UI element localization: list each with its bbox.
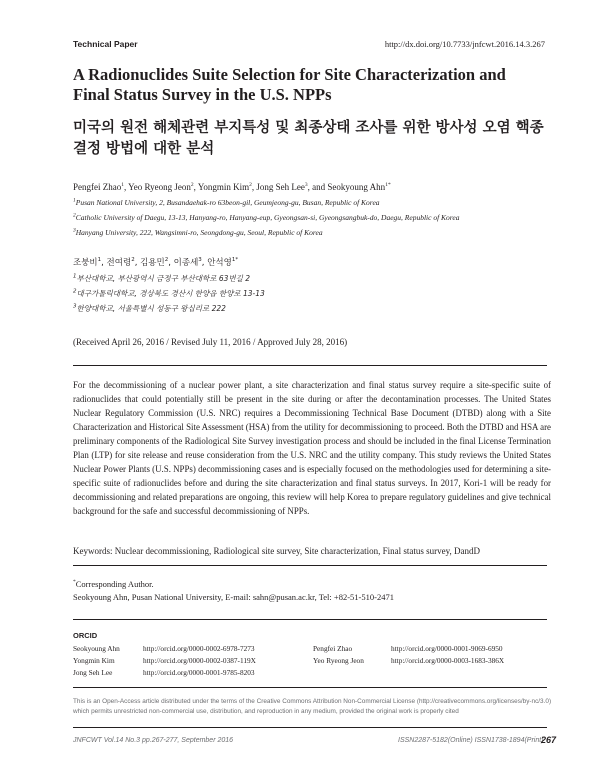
affiliation-mark: 3 (73, 227, 76, 234)
author-affiliation-mark: 1* (231, 257, 239, 264)
orcid-divider (73, 619, 547, 620)
author-separator: , (251, 182, 257, 192)
keywords: Keywords: Nuclear decommissioning, Radiological site survey, Site characterization, Final status survey, DandD (73, 546, 480, 556)
abstract-text: For the decommissioning of a nuclear power plant, a site characterization and final status survey require a site-specific suite of radionuclides that could potentially still be present in the site during or after the decontamination processes. The United States Nuclear Regulatory Commission (U.S. NRC) requires a Decommissioning Technical Base Document (DTBD) along with a Site Characterization and Historical Site Assessment (HSA) from the utility for decommissioning to proceed. Both the DTBD and HSA are preliminary components of the Radiological Site Survey investigation process and should be included in the final License Termination Plan (LTP) for site release and reuse consideration from the U.S. NRC and the utility company. This study reviews the United States Nuclear Power Plants (U.S. NPPs) decommissioning cases and is especially focused on the methodologies used for determining a site-specific suite of radionuclides before and during the site characterization and final status surveys. In 2017, Kori-1 will be ready for decommissioning and related preparations are ongoing, this review will help Korea to prepare regulatory guidelines and give technical background for the safe and successful decommissioning of NPPs. (73, 380, 551, 516)
author-affiliation-mark: 2 (164, 257, 169, 264)
author-name: Seokyoung Ahn (327, 182, 386, 192)
author-name: 안석영 (207, 258, 232, 268)
license-divider (73, 687, 547, 688)
orcid-author-name: Seokyoung Ahn (73, 644, 120, 653)
author-affiliation-mark: 1 (121, 182, 124, 188)
paper-title-english: A Radionuclides Suite Selection for Site Characterization and Final Status Survey in the U.S. NPPs (73, 65, 506, 104)
affiliation-text: 대구가톨릭대학교, 경상북도 경산시 한양읍 한양로 13-13 (76, 289, 265, 298)
author-affiliation-mark: 3 (198, 257, 202, 264)
author-affiliation-mark: 1* (385, 182, 391, 188)
section-label: Technical Paper (73, 39, 138, 49)
affiliation-korean (73, 303, 226, 314)
affiliation-english (73, 198, 380, 207)
affiliation-korean (73, 288, 265, 299)
orcid-link[interactable]: http://orcid.org/0000-0001-9069-6950 (391, 644, 503, 653)
affiliation-english (73, 213, 460, 222)
author-list-korean (73, 256, 238, 268)
doi-link[interactable]: http://dx.doi.org/10.7733/jnfcwt.2016.14.3.267 (384, 39, 545, 49)
author-separator: , (193, 182, 198, 192)
author-affiliation-mark: 1 (97, 257, 102, 264)
corresponding-mark: * (73, 579, 76, 586)
page-number: 267 (541, 735, 557, 745)
author-name: 전여령 (106, 258, 132, 268)
affiliation-mark: 1 (73, 273, 77, 280)
author-list-english (73, 182, 391, 192)
affiliation-mark: 1 (73, 197, 76, 204)
affiliation-korean (73, 273, 250, 284)
paper-title-korean: 미국의 원전 해체관련 부지특성 및 최종상태 조사를 위한 방사성 오염 핵종 결정 방법에 대한 분석 (73, 120, 544, 157)
author-name: 김용민 (140, 258, 165, 268)
orcid-link[interactable]: http://orcid.org/0000-0002-6978-7273 (143, 644, 255, 653)
corresponding-author-details: Seokyoung Ahn, Pusan National University, E-mail: sahn@pusan.ac.kr, Tel: +82-51-510-2471 (73, 592, 394, 602)
author-separator: , (134, 258, 141, 268)
affiliation-text: Catholic University of Daegu, 13-13, Hanyang-ro, Hanyang-eup, Gyeongsan-si, Gyeongsangbuk-do, Daegu, Republic of Korea (75, 213, 460, 222)
abstract-top-divider (73, 365, 547, 366)
affiliation-text: 부산대학교, 부산광역시 금정구 부산대학로 63번길 2 (76, 274, 251, 283)
author-affiliation-mark: 3 (304, 182, 308, 188)
affiliation-english (73, 228, 323, 237)
orcid-link[interactable]: http://orcid.org/0000-0002-0387-119X (143, 656, 256, 665)
author-separator: , (123, 182, 129, 192)
orcid-author-name: Jong Seh Lee (73, 668, 113, 677)
affiliation-text: Hanyang University, 222, Wangsimni-ro, Seongdong-gu, Seoul, Republic of Korea (75, 228, 323, 237)
author-affiliation-mark: 2 (190, 182, 194, 188)
orcid-heading: ORCID (73, 631, 98, 640)
orcid-link[interactable]: http://orcid.org/0000-0001-9785-8203 (143, 668, 255, 677)
author-name: Yeo Ryeong Jeon (128, 182, 191, 192)
footer-divider (73, 727, 547, 728)
author-name: 조붕비 (73, 258, 98, 268)
received-dates: (Received April 26, 2016 / Revised July 11, 2016 / Approved July 28, 2016) (73, 337, 348, 347)
journal-citation: JNFCWT Vol.14 No.3 pp.267-277, September 2016 (73, 737, 234, 744)
orcid-link[interactable]: http://orcid.org/0000-0003-1683-386X (391, 656, 505, 665)
author-conjunction: , and (307, 182, 328, 192)
affiliation-text: 한양대학교, 서울특별시 성동구 왕십리로 222 (76, 304, 226, 313)
affiliation-mark: 2 (73, 288, 77, 295)
author-name: Pengfei Zhao (73, 182, 122, 192)
author-separator: , (201, 258, 208, 268)
corresponding-author-label (73, 579, 154, 589)
author-name: Jong Seh Lee (256, 182, 305, 192)
affiliation-text: Pusan National University, 2, Busandaehak-ro 63beon-gil, Geumjeong-gu, Busan, Republic of Korea (75, 198, 380, 207)
abstract-bottom-divider (73, 565, 547, 566)
author-name: Yongmin Kim (197, 182, 250, 192)
orcid-author-name: Yongmin Kim (73, 656, 115, 665)
author-separator: , (168, 258, 174, 268)
orcid-author-name: Pengfei Zhao (313, 644, 353, 653)
author-affiliation-mark: 2 (131, 257, 135, 264)
author-name: 이종세 (173, 258, 199, 268)
journal-issn: ISSN2287-5182(Online) ISSN1738-1894(Print) (398, 737, 544, 744)
corresponding-label-text: Corresponding Author. (75, 579, 154, 589)
license-notice: This is an Open-Access article distributed under the terms of the Creative Commons Attribution Non-Commercial License (http://creativecommons.org/licenses/by-nc/3.0) which permits unrestricted non-commercial use, distribution, and reproduction in any medium, provided the original work is properly cited (73, 698, 552, 715)
affiliation-mark: 2 (73, 212, 76, 219)
affiliation-mark: 3 (73, 303, 77, 310)
author-affiliation-mark: 2 (249, 182, 252, 188)
author-separator: , (101, 258, 107, 268)
orcid-author-name: Yeo Ryeong Jeon (313, 656, 364, 665)
